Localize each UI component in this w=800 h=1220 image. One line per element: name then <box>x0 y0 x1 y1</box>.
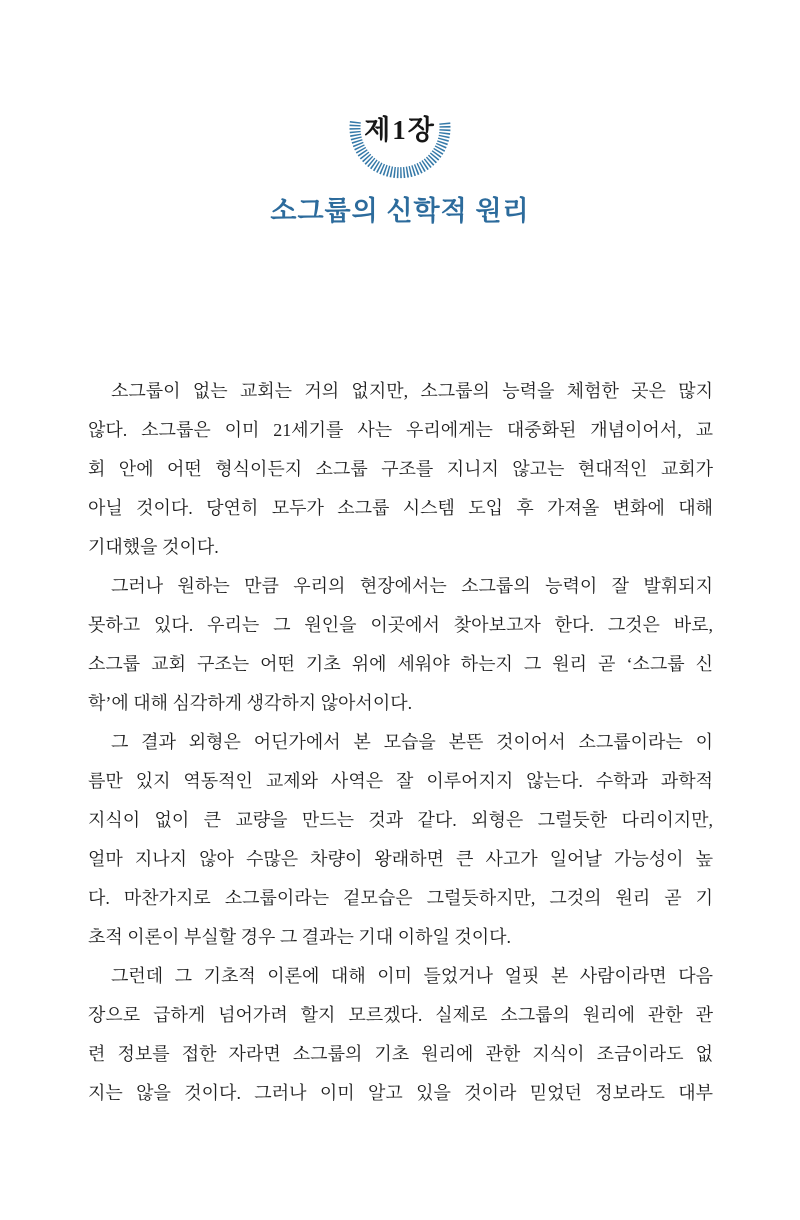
text-line: 회 안에 어떤 형식이든지 소그룹 구조를 지니지 않고는 현대적인 교회가 <box>88 459 713 479</box>
paragraph <box>88 567 713 723</box>
paragraph <box>88 372 713 567</box>
text-line: 얼마 지나지 않아 수많은 차량이 왕래하면 큰 사고가 일어날 가능성이 높 <box>88 849 713 869</box>
text-line: 아닐 것이다. 당연히 모두가 소그룹 시스템 도입 후 가져올 변화에 대해 <box>88 498 713 518</box>
page-title: 소그룹의 신학적 원리 <box>270 196 530 226</box>
text-line: 장으로 급하게 넘어가려 할지 모르겠다. 실제로 소그룹의 원리에 관한 관 <box>88 1005 713 1025</box>
text-line: 학’에 대해 심각하게 생각하지 않아서이다. <box>88 693 413 713</box>
text-line: 못하고 있다. 우리는 그 원인을 이곳에서 찾아보고자 한다. 그것은 바로, <box>88 615 713 635</box>
text-line: 초적 이론이 부실할 경우 그 결과는 기대 이하일 것이다. <box>88 927 512 947</box>
text-line: 름만 있지 역동적인 교제와 사역은 잘 이루어지지 않는다. 수학과 과학적 <box>88 771 713 791</box>
text-line: 소그룹이 없는 교회는 거의 없지만, 소그룹의 능력을 체험한 곳은 많지 <box>111 381 713 401</box>
text-line: 그러나 원하는 만큼 우리의 현장에서는 소그룹의 능력이 잘 발휘되지 <box>111 576 713 596</box>
body-text <box>88 372 713 1113</box>
text-line: 지식이 없이 큰 교량을 만드는 것과 같다. 외형은 그럴듯한 다리이지만, <box>88 810 713 830</box>
text-line: 않다. 소그룹은 이미 21세기를 사는 우리에게는 대중화된 개념이어서, 교 <box>88 420 713 440</box>
text-line: 지는 않을 것이다. 그러나 이미 알고 있을 것이라 믿었던 정보라도 대부 <box>88 1083 713 1103</box>
text-line: 다. 마찬가지로 소그룹이라는 겉모습은 그럴듯하지만, 그것의 원리 곧 기 <box>88 888 713 908</box>
chapter-emblem <box>0 101 800 183</box>
text-line: 그런데 그 기초적 이론에 대해 이미 들었거나 얼핏 본 사람이라면 다음 <box>111 966 713 986</box>
paragraph <box>88 723 713 957</box>
text-line: 그 결과 외형은 어딘가에서 본 모습을 본뜬 것이어서 소그룹이라는 이 <box>111 732 713 752</box>
text-line: 기대했을 것이다. <box>88 537 219 557</box>
text-line: 소그룹 교회 구조는 어떤 기초 위에 세워야 하는지 그 원리 곧 ‘소그룹 신 <box>88 654 713 674</box>
chapter-emblem-inner <box>339 101 461 183</box>
text-line: 련 정보를 접한 자라면 소그룹의 기초 원리에 관한 지식이 조금이라도 없 <box>88 1044 713 1064</box>
paragraph <box>88 957 713 1113</box>
chapter-label: 제1장 <box>364 115 436 145</box>
